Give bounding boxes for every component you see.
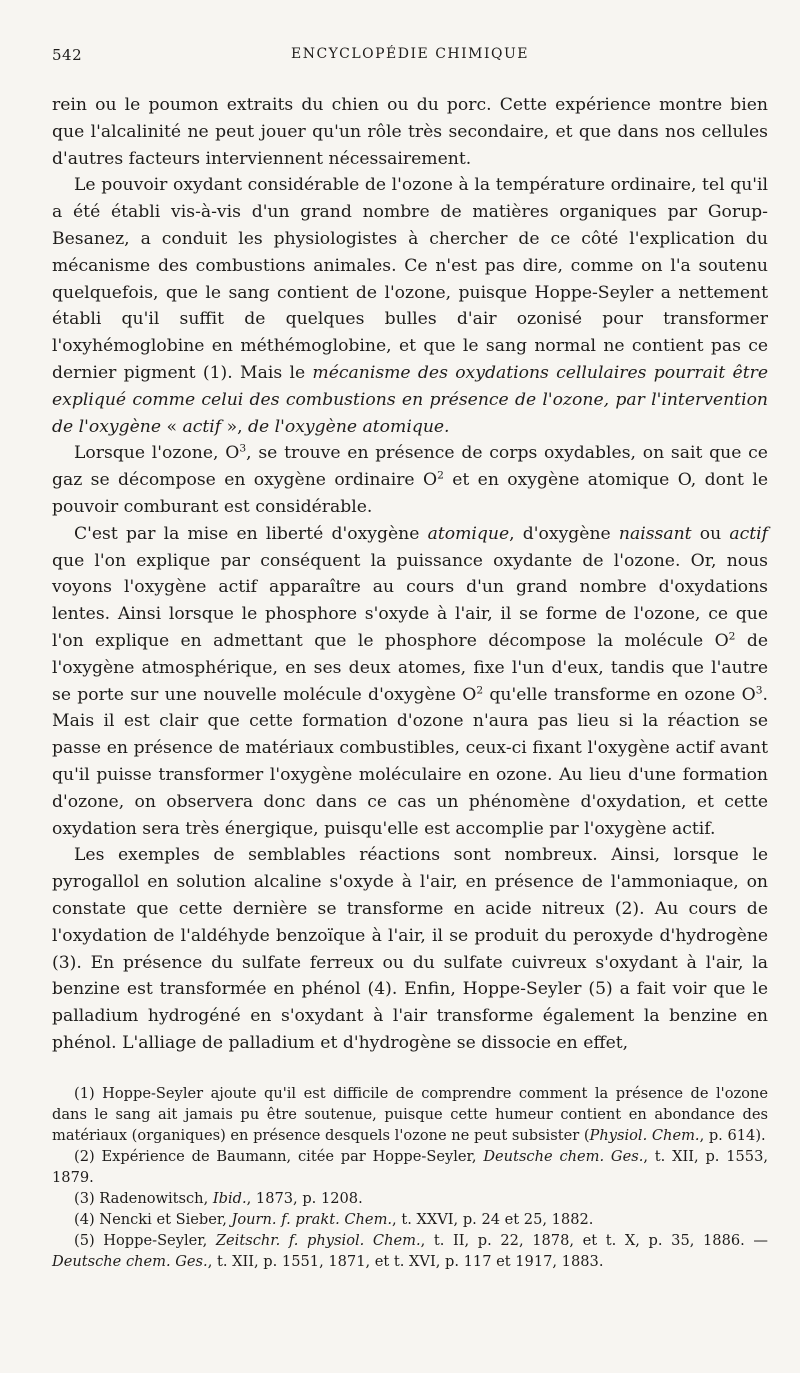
paragraph-3: [52, 440, 768, 520]
footnote-3: [52, 1188, 768, 1209]
footnote-5: [52, 1230, 768, 1272]
superscript: 2: [476, 682, 484, 696]
text-run: , 1873, p. 1208.: [246, 1189, 363, 1207]
text-run: , d'oxygène: [509, 523, 619, 544]
paragraph-5: [52, 842, 768, 1056]
footnote-2: [52, 1146, 768, 1188]
text-run: »,: [221, 416, 249, 437]
italic-run: atomique: [427, 523, 510, 544]
text-run: (3) Radenowitsch,: [74, 1189, 213, 1207]
text-run: C'est par la mise en liberté d'oxygène: [74, 523, 428, 544]
text-run: Lorsque l'ozone, O: [74, 443, 240, 464]
body-text: [52, 92, 768, 1057]
text-run: , t. II, p. 22, 1878, et t. X, p. 35, 1886. —: [420, 1231, 768, 1249]
superscript: 3: [755, 682, 763, 696]
running-title: ENCYCLOPÉDIE CHIMIQUE: [290, 46, 530, 62]
paragraph-2: [52, 172, 768, 440]
page-header: [52, 46, 768, 70]
text-run: . Mais il est clair que cette formation d'ozone n'aura pas lieu si la réaction se passe en présence de matériaux combustibles, ceux-ci fixant l'oxygène actif avant qu'il puisse transformer l'oxygène moléculaire en ozone. Au lieu d'une formation d'ozone, on observera donc dans ce cas un phénomène d'oxydation, et cette oxydation sera très énergique, puisqu'elle est accomplie par l'oxygène actif.: [52, 684, 768, 839]
text-run: «: [161, 416, 183, 437]
italic-run: Deutsche chem. Ges.: [52, 1252, 208, 1270]
page-number: 542: [52, 46, 83, 64]
italic-run: actif: [729, 523, 768, 544]
text-run: , t. XXVI, p. 24 et 25, 1882.: [392, 1210, 594, 1228]
text-run: et en oxygène atomique O, dont le pouvoir comburant est considérable.: [52, 470, 768, 517]
italic-run: de l'oxygène atomique.: [248, 416, 450, 437]
footnote-4: [52, 1209, 768, 1230]
text-run: , t. XII, p. 1553, 1879.: [52, 1147, 769, 1186]
paragraph-5-text: Les exemples de semblables réactions sont nombreux. Ainsi, lorsque le pyrogallol en solution alcaline s'oxyde à l'air, en présence de l'ammoniaque, on constate que cette dernière se transforme en acide nitreux (2). Au cours de l'oxydation de l'aldéhyde benzoïque à l'air, il se produit du peroxyde d'hydrogène (3). En présence du sulfate ferreux ou du sulfate cuivreux s'oxydant à l'air, la benzine est transformée en phénol (4). Enfin, Hoppe-Seyler (5) a fait voir que le palladium hydrogéné en s'oxydant à l'air transforme également la benzine en phénol. L'alliage de palladium et d'hydrogène se dissocie en effet,: [52, 845, 768, 1053]
superscript: 2: [437, 468, 444, 482]
footnote-1: [52, 1083, 768, 1146]
text-run: Le pouvoir oxydant considérable de l'ozone à la température ordinaire, tel qu'il a été établi vis-à-vis d'un grand nombre de matières organiques par Gorup-Besanez, a conduit les physiologistes à chercher de ce côté l'explication du mécanisme des combustions animales. Ce n'est pas dire, comme on l'a soutenu quelquefois, que le sang contient de l'ozone, puisque Hoppe-Seyler a nettement établi qu'il suffit de quelques bulles d'air ozonisé pour transformer l'oxyhémoglobine en méthémoglobine, et que le sang normal ne contient pas ce dernier pigment (1). Mais le: [52, 175, 768, 383]
text-run: que l'on explique par conséquent la puissance oxydante de l'ozone. Or, nous voyons l'oxygène actif apparaître au cours d'un grand nombre d'oxydations lentes. Ainsi lorsque le phosphore s'oxyde à l'air, il se forme de l'ozone, ce que l'on explique en admettant que le phosphore décompose la molécule O: [52, 550, 768, 651]
text-run: qu'elle transforme en ozone O: [483, 684, 756, 705]
text-run: de l'oxygène atmosphérique, en ses deux atomes, fixe l'un d'eux, tandis que l'autre se porte sur une nouvelle molécule d'oxygène O: [52, 630, 768, 705]
superscript: 2: [728, 629, 736, 643]
italic-run: Deutsche chem. Ges.: [483, 1147, 644, 1165]
text-run: (1) Hoppe-Seyler ajoute qu'il est difficile de comprendre comment la présence de l'ozone dans le sang ait jamais pu être soutenue, puisque cette humeur contient en abondance des matériaux (organiques) en présence desquels l'ozone ne peut subsister (: [52, 1084, 768, 1144]
text-run: (2) Expérience de Baumann, citée par Hoppe-Seyler,: [74, 1147, 484, 1165]
paragraph-1-text: rein ou le poumon extraits du chien ou du porc. Cette expérience montre bien que l'alcalinité ne peut jouer qu'un rôle très secondaire, et que dans nos cellules d'autres facteurs interviennent nécessairement.: [52, 95, 768, 169]
italic-run: mécanisme des oxydations cellulaires pourrait être expliqué comme celui des combustions en présence de l'ozone, par l'intervention de l'oxygène: [52, 362, 768, 437]
text-run: , t. XII, p. 1551, 1871, et t. XVI, p. 117 et 1917, 1883.: [207, 1252, 604, 1270]
text-run: , se trouve en présence de corps oxydables, on sait que ce gaz se décompose en oxygène ordinaire O: [52, 443, 768, 491]
text-run: (4) Nencki et Sieber,: [74, 1210, 232, 1228]
superscript: 3: [239, 441, 247, 455]
paragraph-4: [52, 521, 768, 843]
italic-run: Journ. f. prakt. Chem.: [231, 1210, 393, 1228]
italic-run: naissant: [618, 523, 692, 544]
text-run: ou: [691, 523, 730, 544]
text-run: (5) Hoppe-Seyler,: [74, 1231, 216, 1249]
italic-run: Physiol. Chem.: [589, 1126, 700, 1144]
footnotes: [52, 1083, 768, 1272]
italic-run: actif: [182, 416, 222, 437]
paragraph-1: [52, 92, 768, 172]
italic-run: Ibid.: [212, 1189, 247, 1207]
italic-run: Zeitschr. f. physiol. Chem.: [215, 1231, 421, 1249]
text-run: , p. 614).: [699, 1126, 766, 1144]
